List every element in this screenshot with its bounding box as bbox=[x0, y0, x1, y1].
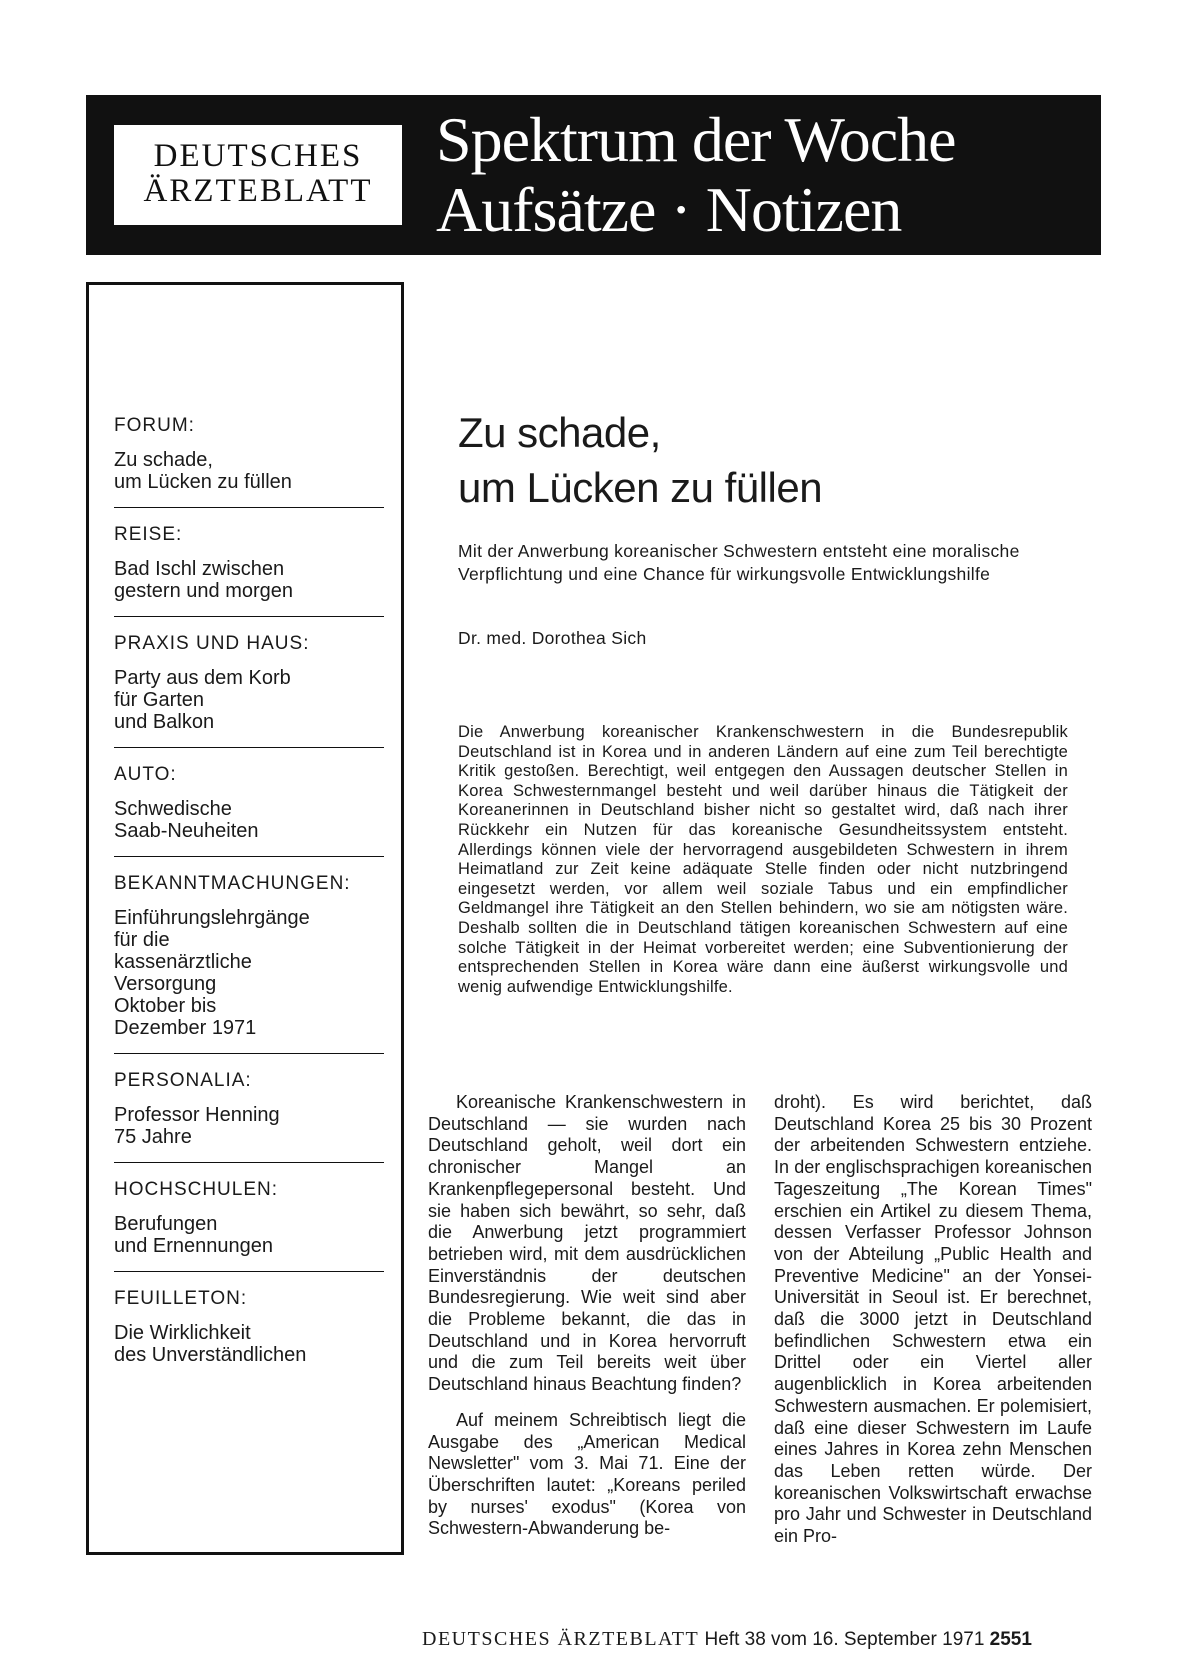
body-paragraph: Koreanische Krankenschwestern in Deutschland — sie wurden nach Deutschland geholt, weil dort ein chronischer Mangel an Krankenpflegepersonal besteht. Und sie haben sich bewährt, so sehr, daß die Anwerbung jetzt programmiert betrieben wird, mit dem ausdrücklichen Einverständnis der deutschen Bundesregierung. Wie weit sind aber die Probleme bekannt, die das in Deutschland und in Korea hervorruft und die zum Teil bereits weit über Deutschland hinaus Beachtung finden? bbox=[428, 1092, 746, 1395]
sidebar-section bbox=[114, 633, 384, 748]
sidebar-section bbox=[114, 1288, 384, 1380]
sidebar-category: FEUILLETON: bbox=[114, 1288, 248, 1309]
headline-line-1: Spektrum der Woche bbox=[436, 104, 956, 175]
sidebar-category: PERSONALIA: bbox=[114, 1070, 252, 1091]
logo-line-1: DEUTSCHES bbox=[153, 138, 363, 174]
sidebar-section bbox=[114, 415, 384, 508]
sidebar-section-list bbox=[114, 415, 384, 1396]
sidebar-entry: Professor Henning 75 Jahre bbox=[114, 1104, 280, 1148]
sidebar-entry: Schwedische Saab-Neuheiten bbox=[114, 798, 259, 842]
sidebar-section bbox=[114, 764, 384, 857]
sidebar-category: FORUM: bbox=[114, 415, 195, 436]
page-number: 2551 bbox=[989, 1629, 1032, 1650]
article-author: Dr. med. Dorothea Sich bbox=[458, 628, 647, 648]
body-paragraph: Auf meinem Schreibtisch liegt die Ausgabe des „American Medical Newsletter" vom 3. Mai 71. Eine der Überschriften lautet: „Koreans periled by nurses' exodus" (Korea von Schwestern-Abwanderung be- bbox=[428, 1409, 746, 1539]
sidebar-section bbox=[114, 873, 384, 1054]
sidebar-entry: Bad Ischl zwischen gestern und morgen bbox=[114, 558, 294, 602]
sidebar-category: PRAXIS UND HAUS: bbox=[114, 633, 310, 654]
sidebar-entry: Zu schade, um Lücken zu füllen bbox=[114, 449, 292, 493]
sidebar-entry: Party aus dem Korb für Garten und Balkon bbox=[114, 667, 291, 733]
article-title-line-2: um Lücken zu füllen bbox=[458, 464, 823, 511]
sidebar-section bbox=[114, 1179, 384, 1272]
sidebar-section bbox=[114, 524, 384, 617]
body-paragraph: droht). Es wird berichtet, daß Deutschland Korea 25 bis 30 Prozent der arbeitenden Schwestern entziehe. In der englischsprachigen koreanischen Tageszeitung „The Korean Times" erschien ein Artikel zu diesem Thema, dessen Verfasser Professor Johnson von der Abteilung „Public Health and Preventive Medicine" an der Yonsei-Universität in Seoul ist. Er berechnet, daß die 3000 jetzt in Deutschland befindlichen Schwestern etwa ein Drittel oder ein Viertel aller augenblicklich in Korea arbeitenden Schwestern ausmachen. Er polemisiert, daß eine dieser Schwestern im Laufe eines Jahres in Korea zehn Menschen das Leben retten würde. Der koreanischen Volkswirtschaft erwachse pro Jahr und Schwester in Deutschland ein Pro- bbox=[774, 1092, 1092, 1547]
sidebar-category: AUTO: bbox=[114, 764, 177, 785]
publication-logo bbox=[114, 125, 402, 225]
article-title bbox=[458, 405, 1098, 515]
body-column-left bbox=[428, 1092, 746, 1554]
section-headline bbox=[436, 105, 956, 245]
footer-issue: Heft 38 vom 16. September 1971 bbox=[704, 1629, 985, 1650]
article-subtitle: Mit der Anwerbung koreanischer Schwestern entsteht eine moralische Verpflichtung und eine Chance für wirkungsvolle Entwicklungshilfe bbox=[458, 541, 1020, 584]
footer-publication: DEUTSCHES ÄRZTEBLATT bbox=[422, 1628, 700, 1650]
sidebar-category: BEKANNTMACHUNGEN: bbox=[114, 873, 351, 894]
article-title-line-1: Zu schade, bbox=[458, 409, 661, 456]
sidebar-section bbox=[114, 1070, 384, 1163]
sidebar-entry: Einführungslehrgänge für die kassenärztliche Versorgung Oktober bis Dezember 1971 bbox=[114, 907, 310, 1039]
sidebar-entry: Die Wirklichkeit des Unverständlichen bbox=[114, 1322, 307, 1366]
body-column-right bbox=[774, 1092, 1092, 1562]
masthead bbox=[86, 95, 1101, 255]
page-footer bbox=[422, 1628, 1032, 1651]
sidebar-entry: Berufungen und Ernennungen bbox=[114, 1213, 274, 1257]
sidebar-category: HOCHSCHULEN: bbox=[114, 1179, 279, 1200]
sidebar-category: REISE: bbox=[114, 524, 183, 545]
contents-sidebar bbox=[86, 282, 404, 1555]
logo-line-2: ÄRZTEBLATT bbox=[143, 173, 373, 209]
headline-line-2: Aufsätze · Notizen bbox=[436, 174, 902, 245]
article-abstract: Die Anwerbung koreanischer Krankenschwestern in die Bundesrepublik Deutschland ist in Korea und in anderen Ländern auf eine zum Teil berechtigte Kritik gestoßen. Berechtigt, weil entgegen den Aussagen deutscher Stellen in Korea Schwesternmangel besteht und weil darüber hinaus die Tätigkeit der Koreanerinnen in Deutschland bisher nicht so gestaltet wird, daß nach ihrer Rückkehr ein Nutzen für das koreanische Gesundheitssystem entsteht. Allerdings können viele der hervorragend ausgebildeten Schwestern in ihrem Heimatland zur Zeit keine adäquate Stelle finden oder nicht nutzbringend eingesetzt werden, vor allem weil soziale Tabus und ein empfindlicher Geldmangel ihre Tätigkeit an den Stellen behindern, wo sie am nötigsten wäre. Deshalb sollten die in Deutschland tätigen koreanischen Schwestern auf eine solche Tätigkeit in der Heimat vorbereitet werden; eine Subventionierung der entsprechenden Stellen in Korea wäre dann eine äußerst wirkungsvolle und wenig aufwendige Entwicklungshilfe. bbox=[458, 723, 1068, 996]
